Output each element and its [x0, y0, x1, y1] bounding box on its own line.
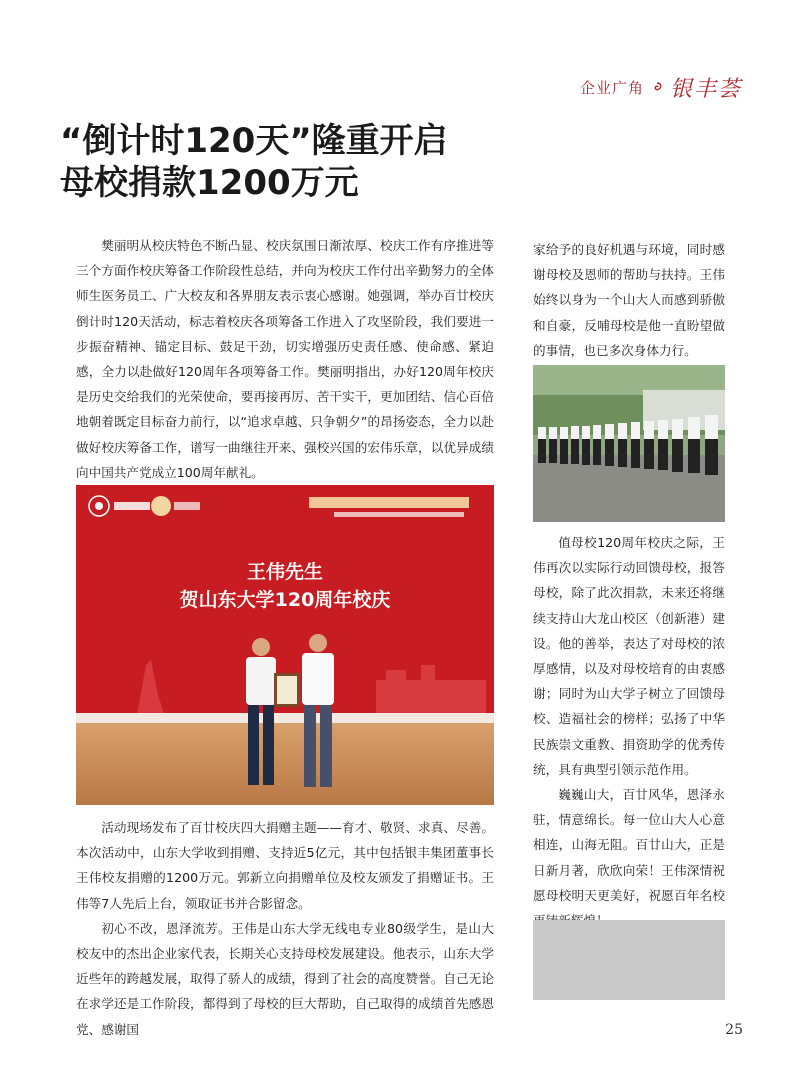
body-paragraph: 初心不改，恩泽流芳。王伟是山东大学无线电专业80级学生，是山大校友中的杰出企业家代表，长期关心支持母校发展建设。他表示，山东大学近些年的跨越发展，取得了骄人的成绩，得到了社会的高度赞誉。自己无论在求学还是工作阶段，都得到了母校的巨大帮助，自己取得的成绩首先感恩党、感谢国: [76, 920, 494, 1037]
banner-slogan-graphic: [304, 495, 474, 521]
body-paragraph: 巍巍山大，百廿风华，恩泽永驻，情意绵长。每一位山大人心意相连，山海无阻。百廿山大，正是日新月著，欣欣向荣！王伟深情祝愿母校明天更美好，祝愿百年名校: [533, 787, 725, 903]
university-logos: [86, 493, 206, 519]
title-line-1: “倒计时120天”隆重开启: [60, 121, 448, 161]
page-number: 25: [725, 1022, 743, 1038]
body-paragraph: 值母校120周年校庆之际，王伟再次以实际行动回馈母校，报答母校，除了此次捐款，未来还将继续支持山大龙山校区（创新港）建设。他的善举，表达了对母校的浓厚感情，以及对母校培育的由衷感谢；同时为山大学子树立了回馈母校、造福社会的榜样；弘扬了中华民族崇文重教、捐资助学的优秀传统，具有典型引领示范作用。: [533, 535, 725, 777]
main-photo: [76, 485, 494, 805]
banner-line-1: 王伟先生: [246, 561, 323, 583]
right-column-top: [533, 237, 725, 363]
section-label: 企业广角: [579, 79, 644, 97]
left-column-bottom: [76, 815, 494, 1042]
body-paragraph: 活动现场发布了百廿校庆四大捐赠主题——育才、敬贤、求真、尽善。本次活动中，山东大学收到捐赠、支持近5亿元，其中包括银丰集团董事长王伟校友捐赠的1200万元。郭新立向捐赠单位及校友颁发了捐赠证书。王伟等7人先后上台，领取证书并合影留念。: [76, 820, 494, 911]
brand-logo-text: 银丰荟: [669, 77, 742, 102]
image-placeholder: [533, 920, 725, 1000]
group-photo: [533, 365, 725, 522]
section-header: [580, 72, 742, 103]
group-photo-scene: [533, 365, 725, 522]
right-column-bottom: [533, 530, 725, 933]
two-men-holding-certificate: [226, 633, 356, 793]
swirl-icon: [650, 81, 664, 95]
article-title: [60, 120, 620, 204]
left-column-top: [76, 233, 494, 485]
title-line-2: 母校捐款1200万元: [60, 163, 359, 203]
body-paragraph: 樊丽明从校庆特色不断凸显、校庆氛围日渐浓厚、校庆工作有序推进等三个方面作校庆筹备工作阶段性总结，并向为校庆工作付出辛勤努力的全体师生医务员工、广大校友和各界朋友表示衷心感谢。她强调，举办百廿校庆倒计时120天活动，标志着校庆各项筹备工作进入了攻坚阶段，我们要进一步振奋精神、锚定目标、鼓足干劲，切实增强历史责任感、使命感、紧迫感，全力以赴做好120周年各项筹备工作。樊丽明指出，办好120周年校庆是历史交给我们的光荣使命，要再接再厉、苦干实干，更加团结、信心百倍地朝着既定目标奋力前行，以“追求卓越、只争朝夕”的昂扬姿态，全力以赴做好校庆筹备工作，谱写一曲继往开来、强校兴国的宏伟乐章，以优异成绩向中国共产党成立100周年献礼。: [76, 238, 494, 480]
banner-line-2: 贺山东大学120周年校庆: [179, 589, 391, 611]
body-paragraph: 家给予的良好机遇与环境，同时感谢母校及恩师的帮助与扶持。王伟始终以身为一个山大人而感到骄傲和自豪，反哺母校是他一直盼望做的事情，也已多次身体力行。: [533, 242, 725, 358]
